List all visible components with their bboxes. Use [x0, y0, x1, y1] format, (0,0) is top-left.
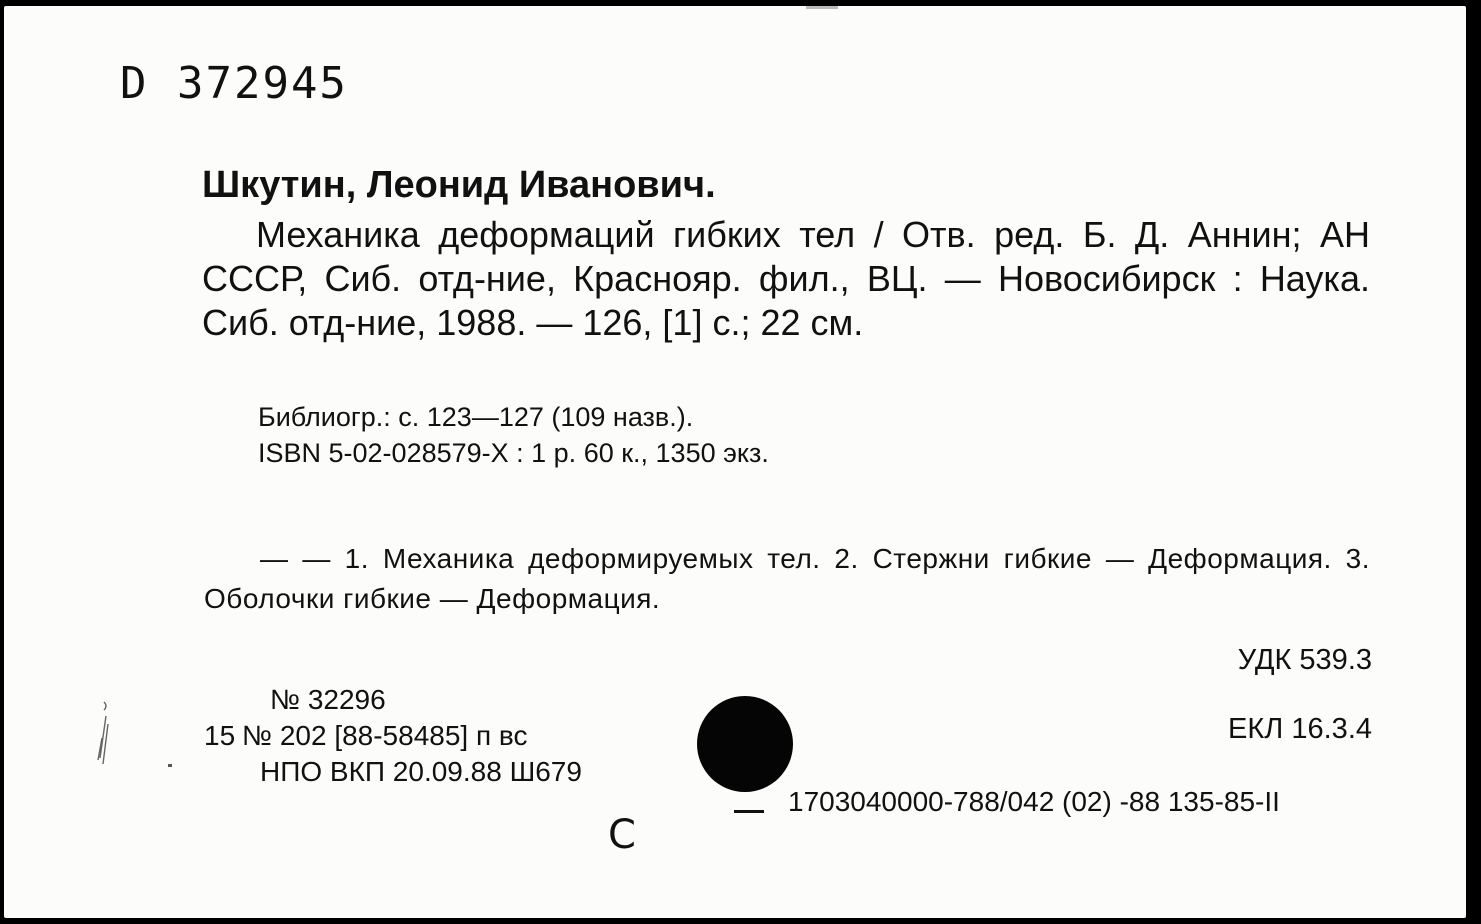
udk-code: УДК 539.3 [1237, 644, 1372, 676]
ekl-code: ЕКЛ 16.3.4 [1228, 713, 1372, 745]
card-id: D 372945 [120, 58, 348, 109]
isbn-line: ISBN 5-02-028579-X : 1 р. 60 к., 1350 экз. [258, 438, 769, 468]
order-line [204, 718, 582, 754]
order-prefix: 15 [204, 720, 236, 751]
copyright-mark: С [608, 812, 636, 858]
bibliographic-description: Механика деформаций гибких тел / Отв. ред. Б. Д. Аннин; АН СССР, Сиб. отд-ние, Краснояр. фил., ВЦ. — Новосибирск : Наука. Сиб. отд-ние, 1988. — 126, [1] с.; 22 см. [202, 214, 1370, 343]
print-info-block [204, 682, 582, 790]
bibliography-note: Библиогр.: с. 123—127 (109 назв.). [258, 402, 694, 432]
punch-hole [697, 696, 793, 792]
classification-code: 1703040000-788/042 (02) -88 135-85-II [788, 786, 1280, 817]
order-number: № 202 [88-58485] п вс [242, 720, 528, 751]
notes-block [258, 399, 769, 471]
edge-mark [806, 6, 838, 9]
stray-dot [168, 764, 172, 767]
subject-headings: — — 1. Механика деформируемых тел. 2. Стержни гибкие — Деформация. 3. Оболочки гибкие — Деформация. [204, 543, 1370, 614]
npo-line: НПО ВКП 20.09.88 Ш679 [260, 756, 582, 787]
code-mark-icon [734, 794, 764, 813]
author-heading: Шкутин, Леонид Иванович. [202, 164, 716, 206]
pencil-scribble-icon [90, 698, 118, 778]
card-number: № 32296 [270, 684, 386, 715]
classification-code-line [734, 786, 1280, 818]
catalog-card [4, 6, 1466, 918]
